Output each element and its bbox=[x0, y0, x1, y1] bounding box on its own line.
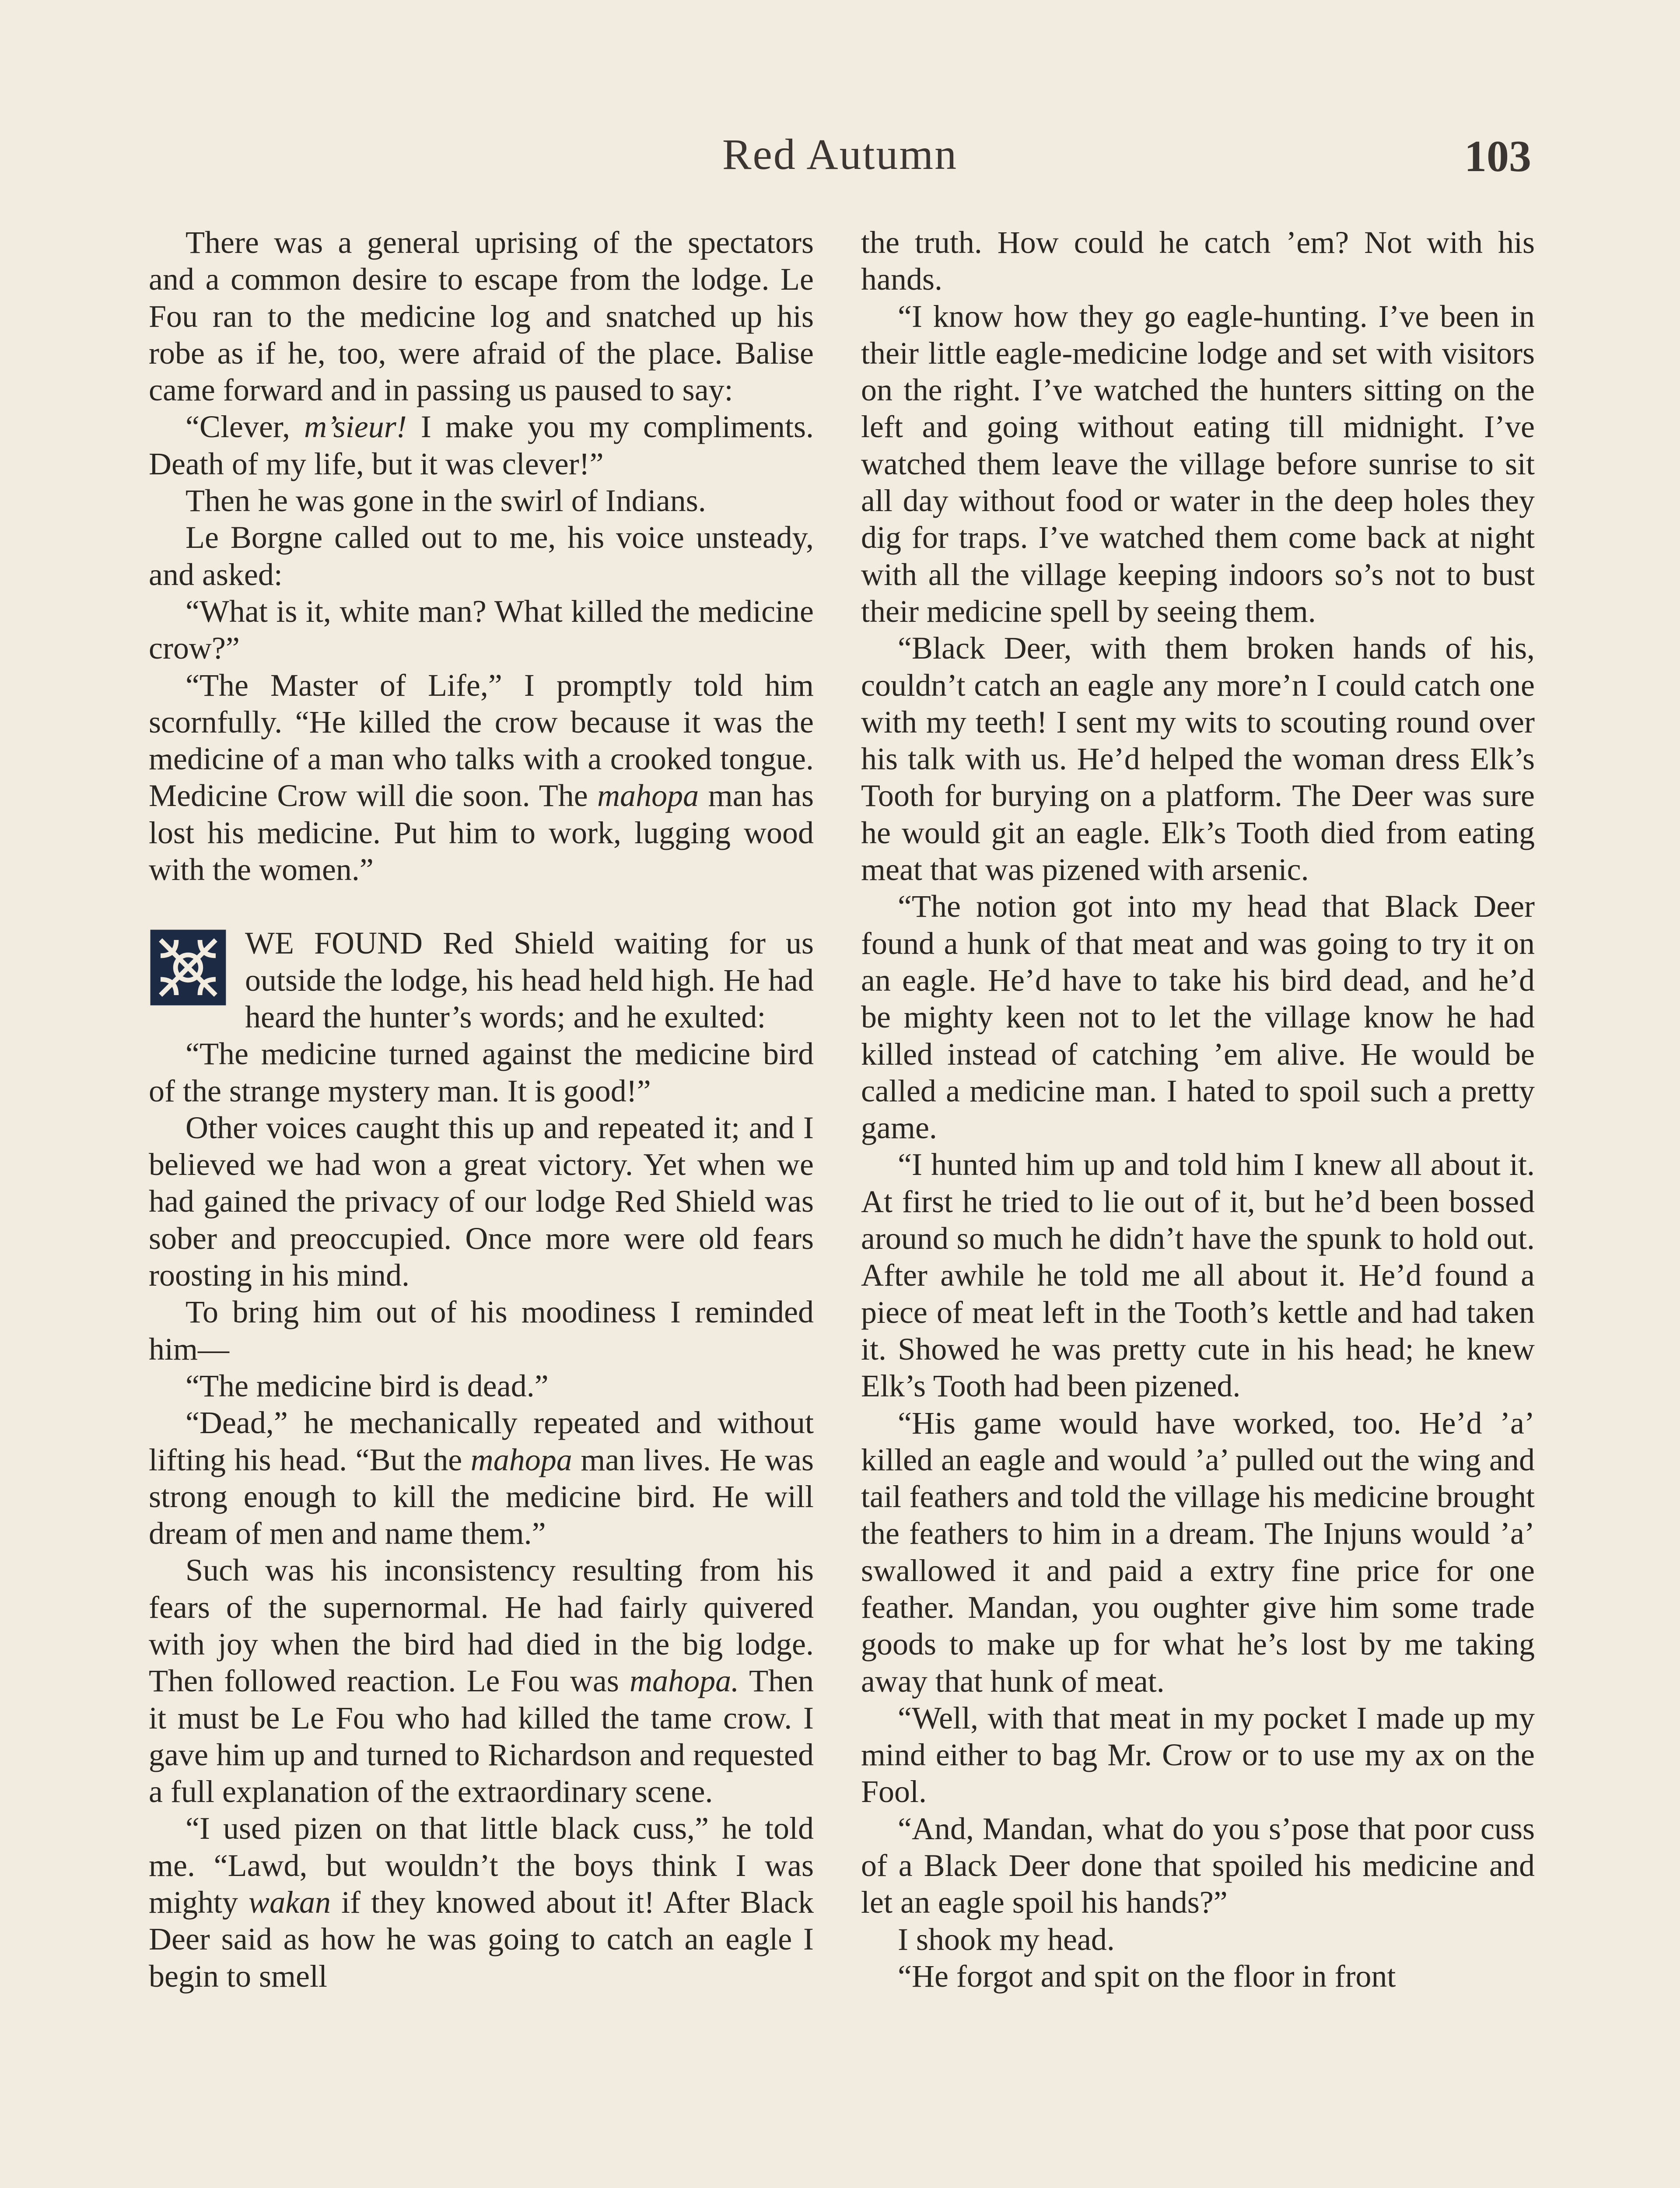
paragraph: Le Borgne called out to me, his voice unsteady, and asked: bbox=[149, 520, 814, 592]
paragraph: “I know how they go eagle-hunting. I’ve been in their little eagle-medicine lodge and set with visitors on the right. I’ve watched the hunters sitting on the left and going without eating till midnight. I’ve watched them leave the village before sunrise to sit all day without food or water in the deep holes they dig for traps. I’ve watched them come back at night with all the village keeping indoors so’s not to bust their medicine spell by seeing them. bbox=[861, 298, 1535, 629]
paragraph: “Well, with that meat in my pocket I made up my mind either to bag Mr. Crow or to use my ax on the Fool. bbox=[861, 1700, 1535, 1809]
left-column bbox=[149, 224, 814, 1995]
text-run: “I used pizen on that little black cuss,” he told me. “Lawd, but wouldn’t the boys think I was mighty bbox=[149, 1811, 814, 1920]
right-column bbox=[861, 224, 1535, 1995]
paragraph: “The medicine bird is dead.” bbox=[186, 1368, 549, 1403]
paragraph: “The notion got into my head that Black Deer found a hunk of that meat and was going to try it on an eagle. He’d have to take his bird dead, and he’d be mighty keen not to let the village know he had killed instead of catching ’em alive. He would be called a medicine man. I hated to spoil such a pretty game. bbox=[861, 889, 1535, 1146]
paragraph bbox=[149, 1404, 814, 1552]
paragraph bbox=[149, 1810, 814, 1994]
text-run: Such was his inconsistency resulting from his fears of the supernormal. He had fairly quivered with joy when the bird had died in the big lodge. Then followed reaction. Le Fou was bbox=[149, 1553, 814, 1699]
running-title: Red Autumn bbox=[722, 130, 958, 179]
text-run: I make you my compliments. Death of my life, but it was clever!” bbox=[149, 409, 814, 481]
italic-run: mahopa bbox=[470, 1442, 572, 1477]
italic-run: mahopa bbox=[597, 778, 699, 813]
paragraph: “I hunted him up and told him I knew all about it. At first he tried to lie out of it, but he’d been bossed around so much he didn’t have the spunk to hold out. After awhile he told me all about it. He’d found a piece of meat left in the Tooth’s kettle and had taken it. Showed he was pretty cute in his head; he knew Elk’s Tooth had been pizened. bbox=[861, 1147, 1535, 1404]
text-run: “The Master of Life,” I promptly told him scornfully. “He killed the crow because it was the medicine of a man who talks with a crooked tongue. Medicine Crow will die soon. The bbox=[149, 667, 814, 813]
paragraph: Then he was gone in the swirl of Indians. bbox=[186, 483, 706, 519]
paragraph bbox=[149, 667, 814, 888]
paragraph: I shook my head. bbox=[898, 1922, 1115, 1957]
page-number: 103 bbox=[1464, 132, 1531, 181]
text-run: “Dead,” he mechanically repeated and without lifting his head. “But the bbox=[149, 1405, 814, 1477]
paragraph: “And, Mandan, what do you s’pose that poor cuss of a Black Deer done that spoiled his medicine and let an eagle spoil his hands?” bbox=[861, 1811, 1535, 1920]
paragraph: “He forgot and spit on the floor in front bbox=[898, 1958, 1396, 1994]
section-start-paragraph bbox=[149, 925, 814, 1035]
celtic-knot-ornament-icon bbox=[149, 928, 228, 1007]
page-header bbox=[0, 129, 1680, 186]
italic-run: m’sieur! bbox=[304, 409, 407, 445]
paragraph bbox=[149, 408, 814, 482]
italic-run: wakan bbox=[248, 1885, 331, 1920]
text-run: if they knowed about it! After Black Deer said as how he was going to catch an eagle I begin to smell bbox=[149, 1885, 814, 1994]
paragraph bbox=[149, 1552, 814, 1810]
paragraph: “His game would have worked, too. He’d ’a’ killed an eagle and would ’a’ pulled out the wing and tail feathers and told the village his medicine brought the feathers to him in a dream. The Injuns would ’a’ swallowed it and paid a extry fine price for one feather. Mandan, you oughter give him some trade goods to make up for what he’s lost by me taking away that hunk of meat. bbox=[861, 1405, 1535, 1699]
paragraph: “What is it, white man? What killed the medicine crow?” bbox=[149, 593, 814, 666]
text-run: “Clever, bbox=[186, 409, 304, 445]
paragraph: There was a general uprising of the spectators and a common desire to escape from the lodge. Le Fou ran to the medicine log and snatched up his robe as if he, too, were afraid of the place. Balise came forward and in passing us paused to say: bbox=[149, 225, 814, 408]
text-run: man has lost his medicine. Put him to work, lugging wood with the women.” bbox=[149, 778, 814, 887]
italic-run: mahopa. bbox=[630, 1663, 739, 1699]
text-run: man lives. He was strong enough to kill the medicine bird. He will dream of men and name them.” bbox=[149, 1442, 814, 1551]
text-run: WE FOUND Red Shield waiting for us outside the lodge, his head held high. He had heard the hunter’s words; and he exulted: bbox=[245, 926, 814, 1034]
paragraph: “The medicine turned against the medicine bird of the strange mystery man. It is good!” bbox=[149, 1036, 814, 1108]
paragraph: the truth. How could he catch ’em? Not with his hands. bbox=[861, 225, 1535, 297]
paragraph: To bring him out of his moodiness I reminded him— bbox=[149, 1294, 814, 1367]
paragraph: “Black Deer, with them broken hands of his, couldn’t catch an eagle any more’n I could catch one with my teeth! I sent my wits to scouting round over his talk with us. He’d helped the woman dress Elk’s Tooth for burying on a platform. The Deer was sure he would git an eagle. Elk’s Tooth died from eating meat that was pizened with arsenic. bbox=[861, 631, 1535, 887]
paragraph: Other voices caught this up and repeated it; and I believed we had won a great victory. Yet when we had gained the privacy of our lodge Red Shield was sober and preoccupied. Once more were old fears roosting in his mind. bbox=[149, 1110, 814, 1293]
text-run: Then it must be Le Fou who had killed the tame crow. I gave him up and turned to Richardson and requested a full explanation of the extraordinary scene. bbox=[149, 1663, 814, 1809]
